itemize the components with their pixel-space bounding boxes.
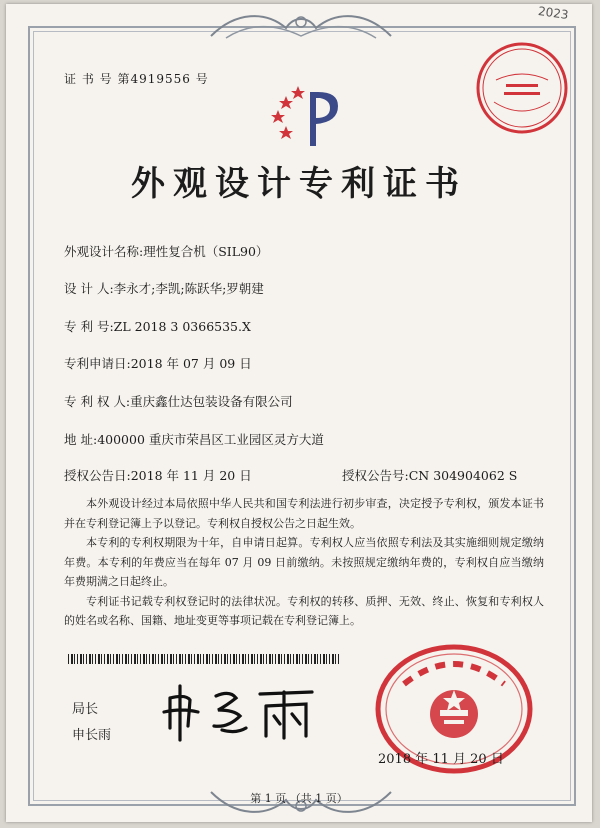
filing-date-row (64, 354, 252, 372)
design-name-label: 外观设计名称: (64, 244, 144, 259)
ornament-top-icon (206, 6, 396, 48)
paragraph-term: 本专利的专利权期限为十年，自申请日起算。专利权人应当依照专利法及其实施细则规定缴纳年费。本专利的年费应当在每年 07 月 09 日前缴纳。未按照规定缴纳年费的，专利权自应当缴纳年费期满之日起终止。 (64, 536, 544, 588)
filing-date-label: 专利申请日: (64, 356, 131, 371)
grant-number-label: 授权公告号: (342, 468, 409, 483)
page-title: 外观设计专利证书 (131, 164, 467, 204)
grant-number-value: CN 304904062 S (408, 468, 518, 483)
address-row (64, 430, 324, 448)
design-name-row (64, 242, 268, 260)
paragraph-legal-status: 专利证书记载专利权登记时的法律状况。专利权的转移、质押、无效、终止、恢复和专利权人的姓名或名称、国籍、地址变更等事项记载在专利登记簿上。 (64, 594, 544, 627)
patent-number-label: 专 利 号: (64, 319, 114, 334)
body-text (64, 494, 544, 631)
patentee-value: 重庆鑫仕达包装设备有限公司 (130, 394, 293, 409)
barcode (68, 654, 340, 664)
patent-number-row (64, 317, 251, 335)
certificate-number: 证 书 号 第4919556 号 (64, 72, 209, 86)
signatory-name: 申长雨 (72, 728, 112, 743)
patentee-row (64, 392, 293, 410)
paragraph-grant: 本外观设计经过本局依照中华人民共和国专利法进行初步审查，决定授予专利权，颁发本证书并在专利登记簿上予以登记。专利权自授权公告之日起生效。 (64, 497, 544, 530)
design-name-value: 理性复合机（SIL90） (143, 244, 269, 259)
handwritten-signature-icon (156, 676, 326, 746)
designer-value: 李永才;李凯;陈跃华;罗朝建 (113, 281, 264, 296)
address-label: 地 址: (64, 432, 98, 447)
designer-row (64, 279, 264, 297)
certificate-paper (6, 4, 592, 822)
agency-seal-icon (474, 40, 570, 136)
designer-label: 设 计 人: (64, 281, 114, 296)
grant-date-value: 2018 年 11 月 20 日 (130, 468, 252, 483)
filing-date-value: 2018 年 07 月 09 日 (130, 356, 252, 371)
cnipa-logo-icon (268, 80, 348, 152)
page-number: 第 1 页 （共 1 页） (250, 792, 348, 805)
handwritten-note: 2023 (537, 3, 570, 23)
seal-date: 2018 年 11 月 20 日 (378, 752, 504, 767)
address-value: 400000 重庆市荣昌区工业园区灵方大道 (97, 432, 324, 447)
patent-number-value: ZL 2018 3 0366535.X (113, 319, 251, 334)
grant-number-row (342, 466, 517, 484)
grant-date-label: 授权公告日: (64, 468, 131, 483)
grant-date-row (64, 466, 252, 484)
signatory-title: 局长 (72, 702, 99, 717)
patentee-label: 专 利 权 人: (64, 394, 131, 409)
